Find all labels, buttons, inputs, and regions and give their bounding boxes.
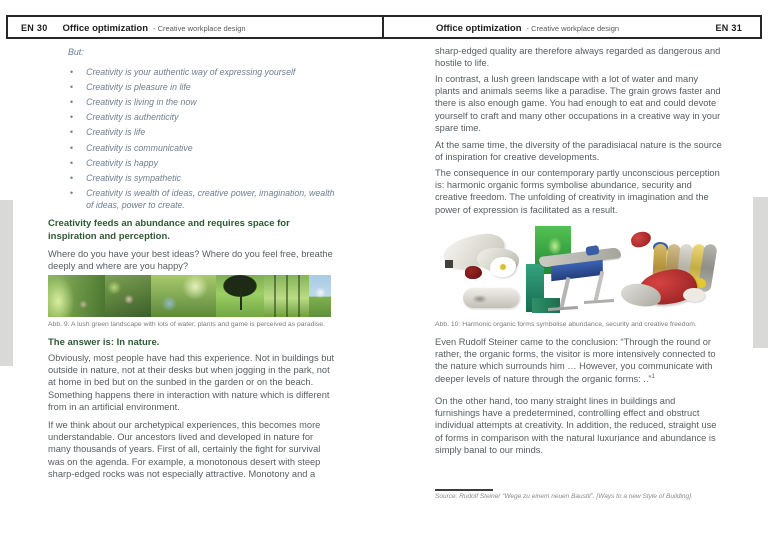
organic-forms-collage xyxy=(435,226,719,315)
red-organic-blob xyxy=(465,266,482,279)
list-item: • Creativity is living in the now xyxy=(48,94,335,109)
paragraph-consequence: The consequence in our contemporary partly unconscious perception is: harmonic organic forms symbolise abundance, security and creative freedom. The unfolding of creativity in imagination and the power of expression is facilitated as a result. xyxy=(435,168,720,215)
header-subtitle-left: - Creative workplace design xyxy=(153,23,246,33)
header-title-left: Office optimization xyxy=(62,22,149,34)
header-center-tick xyxy=(382,15,384,39)
photo-blossom-tree xyxy=(309,275,331,317)
paragraph-sharp-edged: sharp-edged quality are therefore always regarded as dangerous and hostile to life. xyxy=(435,46,721,69)
steiner-quote-text: Even Rudolf Steiner came to the conclusion: “Through the round or rather, the organic forms, the visitor is more intensively connected to the nature which surrounds him … However, you communicate with deeper levels of nature through the organic forms: ..” xyxy=(435,337,716,384)
photo-tree-silhouette xyxy=(216,275,264,317)
left-column xyxy=(48,47,335,213)
header-title-right: Office optimization xyxy=(436,22,522,34)
heading-answer-nature: The answer is: In nature. xyxy=(48,337,160,348)
paragraph-lush-landscape: In contrast, a lush green landscape with a lot of water and many plants and animals seems like a paradise. The grain grows faster and there is also enough game. You had enough to eat and could devote yourself to craft and many other occupations in a creative way in your spare time. xyxy=(435,74,721,133)
list-item: • Creativity is wealth of ideas, creative power, imagination, wealth of ideas, power to create. xyxy=(48,186,335,213)
creativity-bullet-list xyxy=(48,64,335,213)
paragraph-rudolf-steiner xyxy=(435,336,722,385)
landscape-photo-strip xyxy=(48,275,331,317)
red-organic-chair xyxy=(630,231,652,249)
desk-skid-foot xyxy=(584,299,614,304)
desk-leg xyxy=(560,277,571,308)
photo-garden-leaves xyxy=(48,275,105,317)
list-item: • Creativity is life xyxy=(48,125,335,140)
header-bottom-rule xyxy=(6,37,762,39)
caption-abb9: Abb. 9. A lush green landscape with lots of water, plants and game is perceived as paradise. xyxy=(48,321,325,328)
header-right-tick xyxy=(760,15,762,39)
paragraph-experience-nature: Obviously, most people have had this experience. Not in buildings but outside in nature, not at their desks but when jogging in the park, not at home in bed but on the sunbed in the garden or on the beach. Something happens there in interaction with nature which is different from in an artificial environment. xyxy=(48,353,335,412)
page-number-left: EN 30 xyxy=(21,23,48,33)
heading-creativity-abundance: Creativity feeds an abundance and requires space for inspiration and perception. xyxy=(48,218,290,242)
white-organic-blob xyxy=(683,288,705,302)
caption-abb10: Abb. 10: Harmonic organic forms symbolise abundance, security and creative freedom. xyxy=(435,321,697,328)
header-left-tick xyxy=(6,15,8,39)
footnote-source: Source: Rudolf Steiner “Wege zu einem neuen Baustil”. [Ways to a new Style of Building]. xyxy=(435,493,693,500)
list-item: • Creativity is happy xyxy=(48,155,335,170)
white-flower-form xyxy=(489,256,517,279)
left-edge-chapter-tab xyxy=(0,200,13,366)
list-item: • Creativity is authenticity xyxy=(48,110,335,125)
page-number-right: EN 31 xyxy=(715,23,742,33)
list-item: • Creativity is communicative xyxy=(48,140,335,155)
header-left xyxy=(21,21,246,35)
list-item: • Creativity is sympathetic xyxy=(48,170,335,185)
header-subtitle-right: - Creative workplace design xyxy=(526,23,620,33)
photo-orchard-path xyxy=(264,275,309,317)
white-organic-pod xyxy=(463,288,519,308)
paragraph-archetypical: If we think about our archetypical experiences, this becomes more understandable. Our ancestors lived and developed in nature for many thousands of years. First of all, certainly the fight for survival was on the agenda. For example, a monotonous desert with steep sharp-edged rocks was not especially attractive. Monotony and a xyxy=(48,420,321,479)
desk-skid-foot xyxy=(548,306,578,311)
header-top-rule xyxy=(6,15,762,17)
paragraph-best-ideas: Where do you have your best ideas? Where do you feel free, breathe deeply and where are you happy? xyxy=(48,249,333,272)
right-edge-chapter-tab xyxy=(753,197,768,348)
header-right-pagenum-wrap xyxy=(715,21,742,35)
footnote-divider xyxy=(435,489,493,491)
list-item: • Creativity is your authentic way of expressing yourself xyxy=(48,64,335,79)
paragraph-straight-lines: On the other hand, too many straight lines in buildings and furnishings have a predetermined, controlling effect and obstruct individual attempts at creativity. In addition, the reduced, straight use of forms in comparison with the natural luxuriance and abundance is simply banal to our minds. xyxy=(435,396,717,455)
footnote-reference: 1 xyxy=(651,373,655,380)
photo-sunny-garden xyxy=(151,275,216,317)
teal-photo-strip-small xyxy=(532,298,560,313)
header-right xyxy=(436,21,619,35)
paragraph-diversity: At the same time, the diversity of the paradisiacal nature is the source of inspiration for creative developments. xyxy=(435,140,722,163)
intro-line: But: xyxy=(68,47,84,57)
dark-square-detail xyxy=(445,260,453,268)
list-item: • Creativity is pleasure in life xyxy=(48,79,335,94)
photo-garden-people xyxy=(105,275,151,317)
